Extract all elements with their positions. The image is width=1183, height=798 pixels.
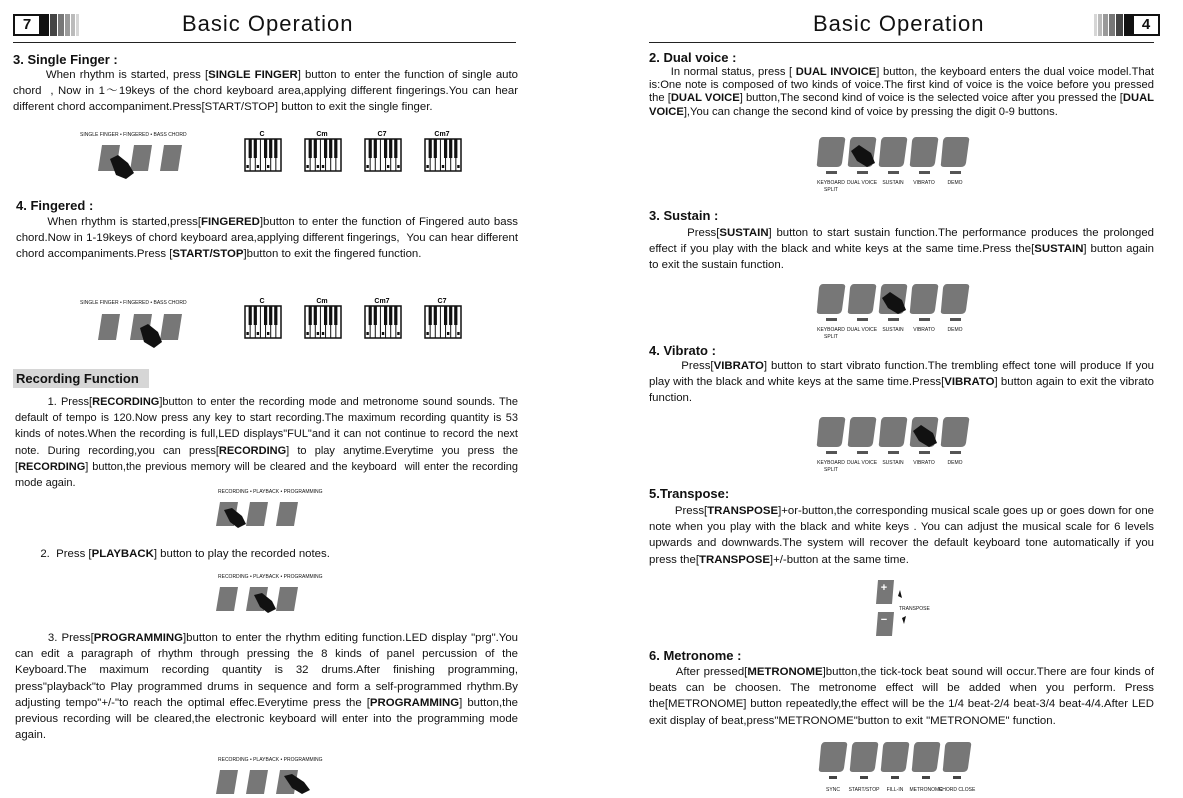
fingered-text: When rhythm is started,press[FINGERED]button to enter the function of Fingered auto bass chord.Now in 1-19keys of chord keyboard area,applying different fingerings, You can hear different chord accompaniments.Press [START/STOP]button to exit the fingered function.: [16, 216, 518, 261]
chord-label: C: [259, 131, 265, 138]
metronome-panel-button: [881, 742, 909, 772]
effect-button: [848, 284, 876, 314]
recording-buttons-1: [216, 500, 301, 530]
recording-paragraph-2: 2. Press [PLAYBACK] button to play the recorded notes.: [15, 548, 330, 560]
page-header-title-right: Basic Operation: [813, 11, 985, 36]
metronome-panel-button: [912, 742, 940, 772]
page-header-title: Basic Operation: [182, 11, 354, 36]
transpose-plus-label: +: [880, 582, 888, 594]
metronome-panel-label: FILL-IN: [886, 787, 904, 793]
effect-button-label: VIBRATO: [913, 327, 935, 333]
chord-keyboard: [305, 131, 341, 171]
recording-paragraph-1: 1. Press[RECORDING]button to enter the recording mode and metronome sound sounds. The default of tempo is 120.Now press any key to start recording.The maximum recording quantity is 53 kinds of notes.When the recording is full,LED displays"FUL"and it can not continue to record the next note. During recording,you can press[RECORDING] to play anytime.Everytime you press the [RECORDING] button,the previous memory will be cleared and the keyboard will enter the recording mode again.: [15, 396, 519, 490]
effect-button-label: KEYBOARD: [817, 460, 845, 466]
effect-button-label: KEYBOARD: [817, 180, 845, 186]
effect-button-label: DUAL VOICE: [846, 180, 878, 186]
metronome-panel-button: [943, 742, 971, 772]
section-heading-metronome: 6. Metronome :: [649, 648, 742, 663]
chord-mode-caption-2: SINGLE FINGER • FINGERED • BASS CHORD: [80, 300, 187, 306]
effect-button-label: DEMO: [947, 180, 963, 186]
effect-button: [848, 417, 876, 447]
effect-button-sublabel: SPLIT: [824, 187, 838, 193]
chord-label: C7: [437, 298, 447, 305]
effect-button: [910, 284, 938, 314]
chord-keyboard: [245, 298, 281, 338]
recording-function-heading: Recording Function: [13, 369, 149, 388]
recording-buttons-2: [216, 585, 301, 615]
metronome-panel-label: CHORD CLOSE: [938, 787, 976, 793]
effect-button: [910, 137, 938, 167]
effect-button-sublabel: SPLIT: [824, 467, 838, 473]
sustain-text: Press[SUSTAIN] button to start sustain function.The performance produces the prolonged effect if you play with the black and white keys at the same time.Press the[SUSTAIN] button again to exit the sustain function.: [649, 227, 1154, 272]
metronome-panel-button: [819, 742, 847, 772]
metronome-button-panel: [820, 740, 990, 798]
recording-caption-2: RECORDING • PLAYBACK • PROGRAMMING: [218, 574, 323, 580]
effect-button-label: SUSTAIN: [882, 327, 904, 333]
chord-label: Cm: [316, 298, 328, 305]
chord-label: Cm: [316, 131, 328, 138]
dual-voice-text: In normal status, press [ DUAL INVOICE] button, the keyboard enters the dual voice model.That is:One note is composed of two kinds of voice.The first kind of voice is the voice before you pressed the [DUAL VOICE] button,The second kind of voice is the selected voice after you pressed the [DUAL VOICE],You can change the second kind of voice by pressing the digit 0-9 buttons.: [649, 66, 1155, 118]
single-finger-text: When rhythm is started, press [SINGLE FINGER] button to enter the function of single auto chord , Now in 1～19keys of the chord keyboard area,applying different fingerings.You can hear different chord accompaniment.Press[START/STOP] button to exit the single finger.: [13, 69, 518, 114]
effect-button: [817, 284, 845, 314]
page-number-right: 4: [1132, 14, 1160, 36]
header-rule-right: [649, 42, 1154, 43]
chord-keyboard: [245, 131, 281, 171]
section-heading-fingered: 4. Fingered :: [16, 198, 94, 213]
section-heading-vibrato: 4. Vibrato :: [649, 343, 716, 358]
metronome-panel-label: START/STOP: [848, 787, 880, 793]
effect-button-label: VIBRATO: [913, 180, 935, 186]
chord-label: C7: [377, 131, 387, 138]
effect-button-label: KEYBOARD: [817, 327, 845, 333]
effect-button-label: SUSTAIN: [882, 180, 904, 186]
effect-button: [941, 284, 969, 314]
effect-button: [941, 137, 969, 167]
effect-button-label: DEMO: [947, 460, 963, 466]
chord-label: Cm7: [374, 298, 390, 305]
section-heading-dual-voice: 2. Dual voice :: [649, 50, 737, 65]
transpose-caption: TRANSPOSE: [899, 606, 930, 612]
header-gradient-bar-right: [1092, 14, 1132, 36]
header-gradient-bar: [41, 14, 81, 36]
chord-label: C: [259, 298, 265, 305]
chord-keyboard-group: [245, 297, 485, 341]
section-heading-single-finger: 3. Single Finger :: [13, 52, 118, 67]
effect-button-label: SUSTAIN: [882, 460, 904, 466]
recording-caption-1: RECORDING • PLAYBACK • PROGRAMMING: [218, 489, 323, 495]
effect-button-label: VIBRATO: [913, 460, 935, 466]
single-finger-buttons: [98, 143, 188, 183]
effect-button-label: DUAL VOICE: [846, 460, 878, 466]
chord-keyboard: [425, 131, 461, 171]
effect-button: [879, 417, 907, 447]
effect-button: [941, 417, 969, 447]
transpose-minus-label: −: [880, 614, 888, 626]
recording-buttons-3: [216, 768, 316, 798]
section-heading-transpose: 5.Transpose:: [649, 486, 730, 501]
fingered-buttons: [98, 312, 188, 352]
recording-caption-3: RECORDING • PLAYBACK • PROGRAMMING: [218, 757, 323, 763]
chord-keyboard: [425, 298, 461, 338]
chord-mode-caption: SINGLE FINGER • FINGERED • BASS CHORD: [80, 132, 187, 138]
effect-button: [879, 137, 907, 167]
metronome-panel-label: SYNC: [826, 787, 840, 793]
metronome-panel-button: [850, 742, 878, 772]
chord-keyboard: [365, 131, 401, 171]
recording-paragraph-3: 3. Press[PROGRAMMING]button to enter the rhythm editing function.LED display "prg".You can edit a paragraph of rhythm through pressing the 8 kinds of panel percussion of the Keyboard.The maximum recording quantity is 32 drums.After finishing programming, press"playback"to Play programmed drums in sequence and form a self-programmed rhythm.By adjusting tempo"+/-"to reach the optimal effec.Everytime press the [PROGRAMMING] button,the previous recording will be cleared,the electronic keyboard will enter into the programming mode again.: [15, 632, 519, 742]
chord-label: Cm7: [434, 131, 450, 138]
metronome-panel-label: METRONOME: [909, 787, 943, 793]
page-number: 7: [13, 14, 41, 36]
chord-keyboard: [305, 298, 341, 338]
section-heading-sustain: 3. Sustain :: [649, 208, 719, 223]
chord-keyboard-group: [245, 130, 485, 174]
header-rule: [13, 42, 516, 43]
chord-keyboard: [365, 298, 401, 338]
effect-button-label: DUAL VOICE: [846, 327, 878, 333]
effect-button: [817, 417, 845, 447]
metronome-text: After pressed[METRONOME]button,the tick-tock beat sound will occur.There are four kinds of beats can be choosen. The metronome effect will be added when you perform. Press the[METRONOME] button repeatedly,the effect will be the 1/4 beat-2/4 beat-3/4 beat-4/4.After LED exit display of beat,press"METRONOME"button to exit "METRONOME" function.: [649, 666, 1154, 727]
transpose-text: Press[TRANSPOSE]+or-button,the corresponding musical scale goes up or goes down for one note when you play with the black and white keys . You can adjust the musical scale for 6 levels upwards and downwards.The system will recover the default keyboard tone automatically if you press the[TRANSPOSE]+/-button at the same time.: [649, 505, 1154, 566]
vibrato-text: Press[VIBRATO] button to start vibrato function.The trembling effect tone will produce If you play with the black and white keys at the same time.Press[VIBRATO] button again to exit the vibrato function.: [649, 360, 1154, 405]
effect-button: [817, 137, 845, 167]
effect-button-label: DEMO: [947, 327, 963, 333]
effect-button-sublabel: SPLIT: [824, 334, 838, 340]
